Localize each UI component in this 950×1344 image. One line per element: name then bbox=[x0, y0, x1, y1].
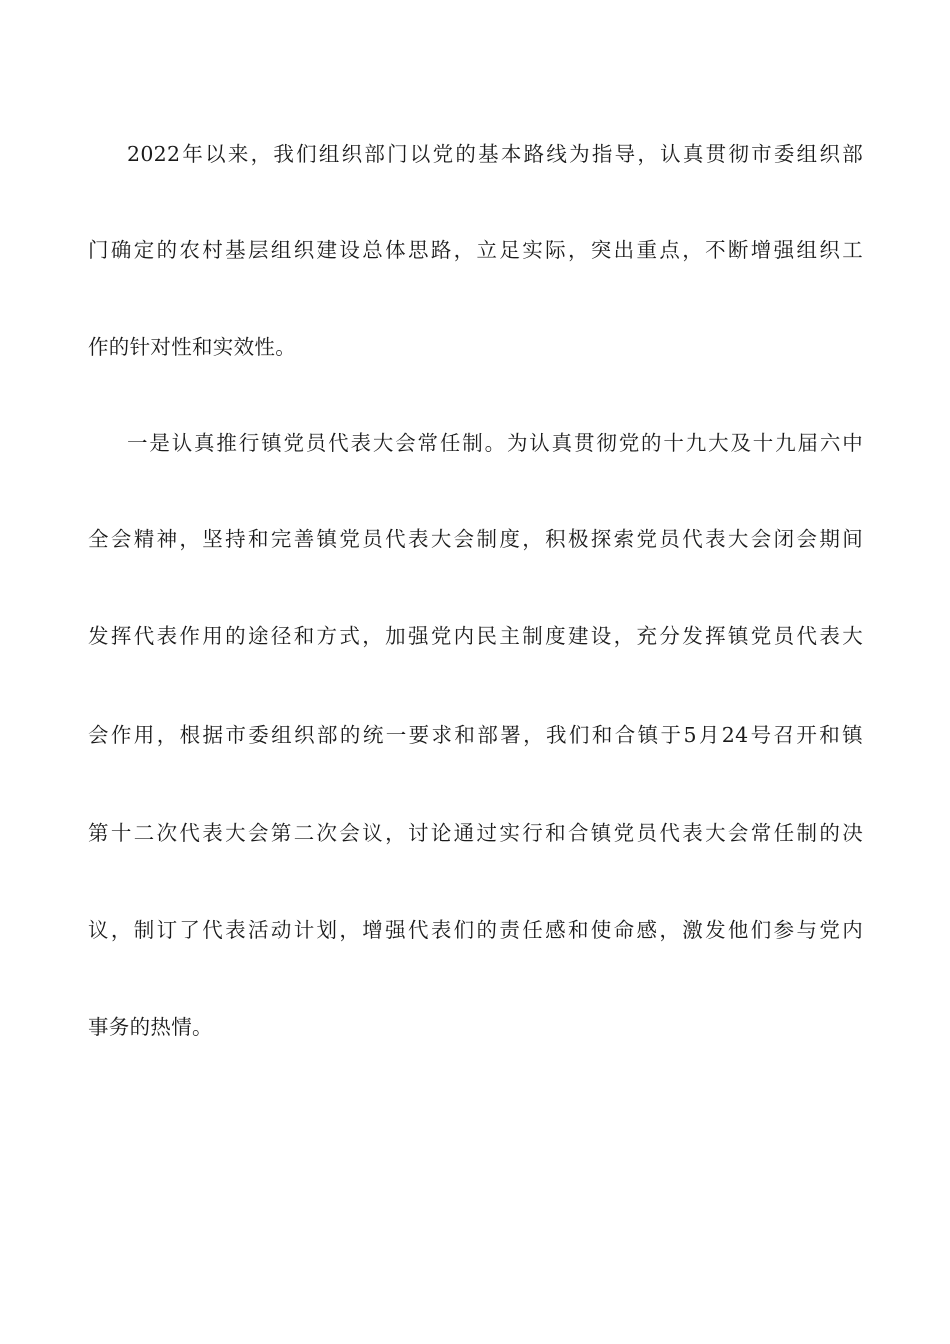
paragraph-2-line-6: 议，制订了代表活动计划，增强代表们的责任感和使命感，激发他们参与党内 bbox=[88, 918, 863, 942]
paragraph-2-line-4: 会作用，根据市委组织部的统一要求和部署，我们和合镇于5月24号召开和镇 bbox=[88, 723, 863, 747]
paragraph-2-line-2: 全会精神，坚持和完善镇党员代表大会制度，积极探索党员代表大会闭会期间 bbox=[88, 527, 863, 551]
paragraph-2-line-1: 一是认真推行镇党员代表大会常任制。为认真贯彻党的十九大及十九届六中 bbox=[127, 431, 863, 455]
paragraph-1-line-3: 作的针对性和实效性。 bbox=[88, 335, 296, 359]
paragraph-2-line-5: 第十二次代表大会第二次会议，讨论通过实行和合镇党员代表大会常任制的决 bbox=[88, 821, 863, 845]
paragraph-2-line-3: 发挥代表作用的途径和方式，加强党内民主制度建设，充分发挥镇党员代表大 bbox=[88, 624, 863, 648]
paragraph-1-line-1: 2022年以来，我们组织部门以党的基本路线为指导，认真贯彻市委组织部 bbox=[127, 142, 863, 166]
paragraph-2-line-7: 事务的热情。 bbox=[88, 1015, 213, 1039]
paragraph-1-line-2: 门确定的农村基层组织建设总体思路，立足实际，突出重点，不断增强组织工 bbox=[88, 238, 863, 262]
